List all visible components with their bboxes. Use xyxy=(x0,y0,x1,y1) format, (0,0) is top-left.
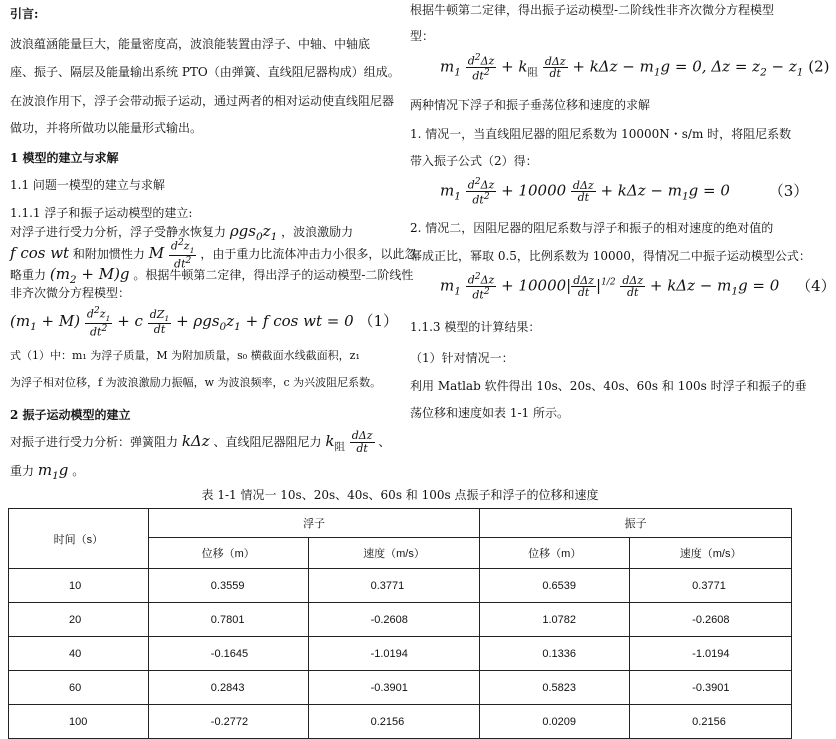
table-row xyxy=(9,569,792,603)
table-cell: 40 xyxy=(9,637,149,671)
table-cell: -0.2608 xyxy=(630,603,792,637)
float-analysis-text: ，波浪激励力 xyxy=(281,225,354,239)
intro-paragraph-line: 在波浪作用下，浮子会带动振子运动，通过两者的相对运动使直线阻尼器 xyxy=(10,94,395,108)
table-cell: -0.3901 xyxy=(308,671,480,705)
section-heading-1: 1 模型的建立与求解 xyxy=(10,151,119,165)
added-inertia-formula: M $\frac{d^2z_1}{dt^2}$ xyxy=(148,237,195,271)
table-cell: 0.2843 xyxy=(148,671,308,705)
float-displacement-header: 位移（m） xyxy=(148,538,308,569)
right-paragraph-line: 带入振子公式（2）得： xyxy=(410,154,538,168)
float-analysis-text: ，由于重力比流体冲击力小很多，以此忽 xyxy=(200,247,417,262)
equation-2: $m_1$ $\frac{d^2\Delta z}{dt^2}$ + $k_阻$ $\frac{\text{dΔz}}{dt}$ + $k\Delta z - m_1g = 0$, $\Delta z = z_2 - z_1$ (2) xyxy=(440,52,830,83)
float-analysis-text: 对浮子进行受力分析，浮子受静水恢复力 xyxy=(10,225,227,239)
right-paragraph-line: 两种情况下浮子和振子垂荡位移和速度的求解 xyxy=(410,98,651,112)
right-paragraph-line: 利用 Matlab 软件得出 10s、20s、40s、60s 和 100s 时浮子和振子的垂 xyxy=(410,379,807,393)
float-analysis-text: 略重力 xyxy=(10,268,47,282)
table-cell: 0.2156 xyxy=(308,705,480,739)
oscillator-displacement-header: 位移（m） xyxy=(480,538,630,569)
equation-1: $(m_1 + M)$ $\frac{d^2z_1}{dt^2}$ + c $\frac{dZ_1}{dt}$ + $\rho gs_0z_1 + f$ cos wt = 0 （1） xyxy=(10,305,398,339)
oscillator-gravity-formula: $m_1g$ xyxy=(37,461,69,482)
table-row xyxy=(9,603,792,637)
damper-force-formula: $k_阻$ $\frac{\text{dΔz}}{dt}$ xyxy=(325,429,373,455)
oscillator-analysis-text: 重力 xyxy=(10,464,35,478)
float-analysis-text: 和附加惯性力 xyxy=(72,247,145,262)
time-header: 时间（s） xyxy=(9,509,149,569)
table-cell: 0.0209 xyxy=(480,705,630,739)
equation-1-number: （1） xyxy=(358,312,398,331)
spring-force-formula: kΔz xyxy=(181,432,210,451)
oscillator-analysis-text: 对振子进行受力分析：弹簧阻力 xyxy=(10,435,179,450)
table-cell: 20 xyxy=(9,603,149,637)
equation-3: $m_1$ $\frac{d^2\Delta z}{dt^2}$ + 10000 $\frac{\text{dΔz}}{dt}$ + $k\Delta z - m_1g = 0$ （3） xyxy=(440,176,809,207)
oscillator-velocity-header: 速度（m/s） xyxy=(630,538,792,569)
equation-2-number: (2) xyxy=(808,57,830,76)
table-cell: 1.0782 xyxy=(480,603,630,637)
table-cell: -1.0194 xyxy=(630,637,792,671)
oscillator-analysis-line xyxy=(10,462,84,483)
oscillator-analysis-text: 、直线阻尼器阻尼力 xyxy=(213,435,322,450)
right-paragraph-line: 幂成正比，幂取 0.5，比例系数为 10000，得情况二中振子运动模型公式： xyxy=(410,249,811,263)
gravity-formula: $(m_2 + M)g$ xyxy=(49,265,130,286)
subsection-heading-1-1-1: 1.1.1 浮子和振子运动模型的建立: xyxy=(10,206,193,220)
intro-paragraph-line: 座、振子、隔层及能量输出系统 PTO（由弹簧、直线阻尼器构成）组成。 xyxy=(10,65,400,79)
table-cell: 10 xyxy=(9,569,149,603)
table-cell: 0.1336 xyxy=(480,637,630,671)
intro-title: 引言: xyxy=(10,7,39,21)
table-cell: 0.2156 xyxy=(630,705,792,739)
subsection-heading-1-1-3: 1.1.3 模型的计算结果： xyxy=(410,320,541,334)
table-row xyxy=(9,671,792,705)
table-row xyxy=(9,637,792,671)
table-cell: 0.3771 xyxy=(308,569,480,603)
right-paragraph-line: 型： xyxy=(410,29,435,43)
float-analysis-line: 非齐次微分方程模型： xyxy=(10,286,131,300)
results-table xyxy=(8,508,792,739)
table-cell: -0.3901 xyxy=(630,671,792,705)
float-analysis-text: 。根据牛顿第二定律，得出浮子的运动模型-二阶线性 xyxy=(133,268,414,282)
oscillator-analysis-text: 。 xyxy=(72,464,85,478)
table-cell: 0.5823 xyxy=(480,671,630,705)
table-cell: 0.6539 xyxy=(480,569,630,603)
table-cell: 0.7801 xyxy=(148,603,308,637)
table-cell: -0.1645 xyxy=(148,637,308,671)
oscillator-analysis-line xyxy=(10,430,390,454)
float-analysis-line xyxy=(10,266,413,287)
table-cell: -0.2772 xyxy=(148,705,308,739)
table-cell: -1.0194 xyxy=(308,637,480,671)
excitation-force-formula: f cos wt xyxy=(10,244,70,263)
equation-4-number: （4） xyxy=(796,276,836,295)
equation-1-explanation: 式（1）中：m₁ 为浮子质量，M 为附加质量，s₀ 横截面水线截面积，z₁ xyxy=(10,349,360,362)
case-one-heading: （1）针对情况一： xyxy=(410,351,514,365)
right-paragraph-line: 1. 情况一，当直线阻尼器的阻尼系数为 10000N・s/m 时，将阻尼系数 xyxy=(410,127,792,141)
equation-1-explanation: 为浮子相对位移，f 为波浪激励力振幅，w 为波浪频率，c 为兴波阻尼系数。 xyxy=(10,376,382,389)
right-paragraph-line: 2. 情况二，因阻尼器的阻尼系数与浮子和振子的相对速度的绝对值的 xyxy=(410,221,774,235)
table-caption: 表 1-1 情况一 10s、20s、40s、60s 和 100s 点振子和浮子的位移和速度 xyxy=(201,488,599,502)
oscillator-group-header: 振子 xyxy=(480,509,792,538)
equation-3-number: （3） xyxy=(768,181,809,200)
table-cell: 0.3771 xyxy=(630,569,792,603)
restoring-force-formula: $\rho gs_0z_1$ xyxy=(229,222,278,243)
subsection-heading-1-1: 1.1 问题一模型的建立与求解 xyxy=(10,178,165,192)
table-cell: 60 xyxy=(9,671,149,705)
table-row xyxy=(9,705,792,739)
right-paragraph-line: 根据牛顿第二定律，得出振子运动模型-二阶线性非齐次微分方程模型 xyxy=(410,3,775,17)
table-cell: 0.3559 xyxy=(148,569,308,603)
table-cell: -0.2608 xyxy=(308,603,480,637)
float-velocity-header: 速度（m/s） xyxy=(308,538,480,569)
right-paragraph-line: 荡位移和速度如表 1-1 所示。 xyxy=(410,406,569,420)
equation-4: $m_1$ $\frac{d^2\Delta z}{dt^2}$ + 10000| $\frac{\text{dΔz}}{dt}$ $|^{1/2}$ $\frac{\text{dΔz}}{dt}$ + $k\Delta z - m_1g = 0$ （4） xyxy=(440,271,836,302)
table-cell: 100 xyxy=(9,705,149,739)
intro-paragraph-line: 波浪蕴涵能量巨大，能量密度高，波浪能装置由浮子、中轴、中轴底 xyxy=(10,37,371,51)
section-heading-2: 2 振子运动模型的建立 xyxy=(10,408,131,422)
intro-paragraph-line: 做功，并将所做功以能量形式输出。 xyxy=(10,121,203,135)
float-group-header: 浮子 xyxy=(148,509,480,538)
oscillator-analysis-text: 、 xyxy=(378,435,391,450)
